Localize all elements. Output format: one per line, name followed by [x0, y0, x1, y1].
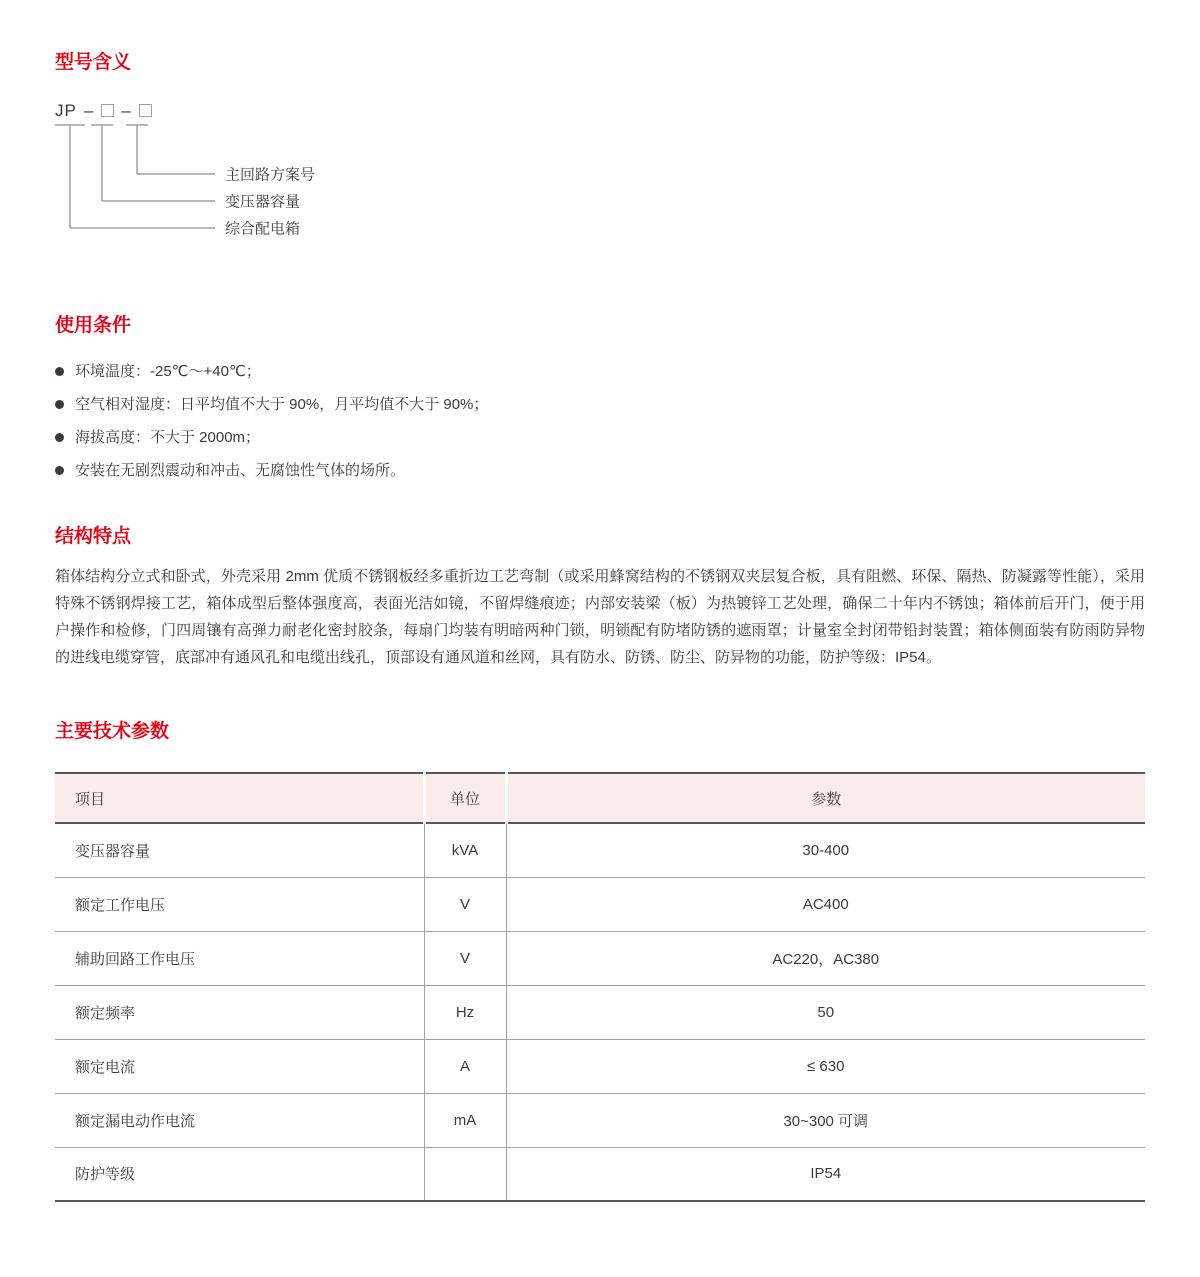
table-row — [55, 1093, 1145, 1147]
param-unit: A — [424, 1039, 506, 1093]
column-header-value: 参数 — [506, 773, 1145, 823]
param-value: AC220，AC380 — [506, 931, 1145, 985]
param-value: IP54 — [506, 1147, 1145, 1201]
list-item — [55, 430, 1145, 445]
section-tech-params — [55, 721, 1145, 1202]
bullet-icon — [55, 367, 64, 376]
diagram-label-distribution-box: 综合配电箱 — [225, 220, 301, 238]
param-value: 30~300 可调 — [506, 1093, 1145, 1147]
bullet-icon — [55, 400, 64, 409]
tech-params-title: 主要技术参数 — [55, 721, 170, 743]
section-usage-conditions — [55, 315, 1145, 478]
param-name: 辅助回路工作电压 — [55, 931, 424, 985]
param-name: 额定频率 — [55, 985, 424, 1039]
condition-text: 环境温度：-25℃～+40℃； — [75, 362, 261, 380]
table-row — [55, 1039, 1145, 1093]
table-row — [55, 985, 1145, 1039]
structure-features-title: 结构特点 — [55, 525, 132, 547]
list-item — [55, 463, 1145, 478]
model-meaning-title: 型号含义 — [55, 52, 132, 73]
param-unit: kVA — [424, 823, 506, 877]
param-name: 额定电流 — [55, 1039, 424, 1093]
model-code-diagram — [55, 101, 655, 243]
bullet-icon — [55, 433, 64, 442]
param-name: 额定工作电压 — [55, 877, 424, 931]
dash-separator: – — [83, 100, 95, 120]
param-unit: Hz — [424, 985, 506, 1039]
condition-text: 海拔高度：不大于 2000m； — [75, 428, 261, 446]
table-header-row — [55, 773, 1145, 823]
param-name: 变压器容量 — [55, 823, 424, 877]
model-prefix: JP — [55, 100, 77, 120]
column-header-item: 项目 — [55, 773, 424, 823]
list-item — [55, 397, 1145, 412]
usage-conditions-title: 使用条件 — [55, 314, 132, 336]
condition-text: 安装在无剧烈震动和冲击、无腐蚀性气体的场所。 — [75, 461, 406, 479]
condition-text: 空气相对湿度：日平均值不大于 90%，月平均值不大于 90%； — [75, 395, 489, 413]
param-name: 额定漏电动作电流 — [55, 1093, 424, 1147]
param-value: ≤ 630 — [506, 1039, 1145, 1093]
section-structure-features — [55, 526, 1145, 672]
param-value: 30-400 — [506, 823, 1145, 877]
structure-features-paragraph: 箱体结构分立式和卧式，外壳采用 2mm 优质不锈钢板经多重折边工艺弯制（或采用蜂窝结构的不锈钢双夹层复合板，具有阻燃、环保、隔热、防凝露等性能），采用特殊不锈钢焊接工艺，箱体成型后整体强度高，表面光洁如镜，不留焊缝痕迹；内部安装梁（板）为热镀锌工艺处理，确保二十年内不锈蚀；箱体前后开门，便于用户操作和检修，门四周镶有高弹力耐老化密封胶条，每扇门均装有明暗两种门锁，明锁配有防堵防锈的遮雨罩；计量室全封闭带铅封装置；箱体侧面装有防雨防异物的进线电缆穿管，底部冲有通风孔和电缆出线孔，顶部设有通风道和丝网，具有防水、防锈、防尘、防异物的功能，防护等级：IP54。 — [55, 568, 1145, 667]
diagram-label-main-circuit: 主回路方案号 — [225, 166, 316, 184]
tech-params-table — [55, 772, 1145, 1202]
table-row — [55, 877, 1145, 931]
section-model-meaning — [55, 0, 1145, 243]
param-unit — [424, 1147, 506, 1201]
param-value: 50 — [506, 985, 1145, 1039]
param-unit: V — [424, 877, 506, 931]
table-row — [55, 931, 1145, 985]
param-name: 防护等级 — [55, 1147, 424, 1201]
column-header-unit: 单位 — [424, 773, 506, 823]
dash-separator: – — [121, 100, 132, 120]
table-row — [55, 823, 1145, 877]
param-value: AC400 — [506, 877, 1145, 931]
list-item — [55, 364, 1145, 379]
param-unit: mA — [424, 1093, 506, 1147]
diagram-label-transformer-capacity: 变压器容量 — [225, 193, 301, 211]
param-unit: V — [424, 931, 506, 985]
bullet-icon — [55, 466, 64, 475]
usage-conditions-list — [55, 364, 1145, 478]
table-row — [55, 1147, 1145, 1201]
